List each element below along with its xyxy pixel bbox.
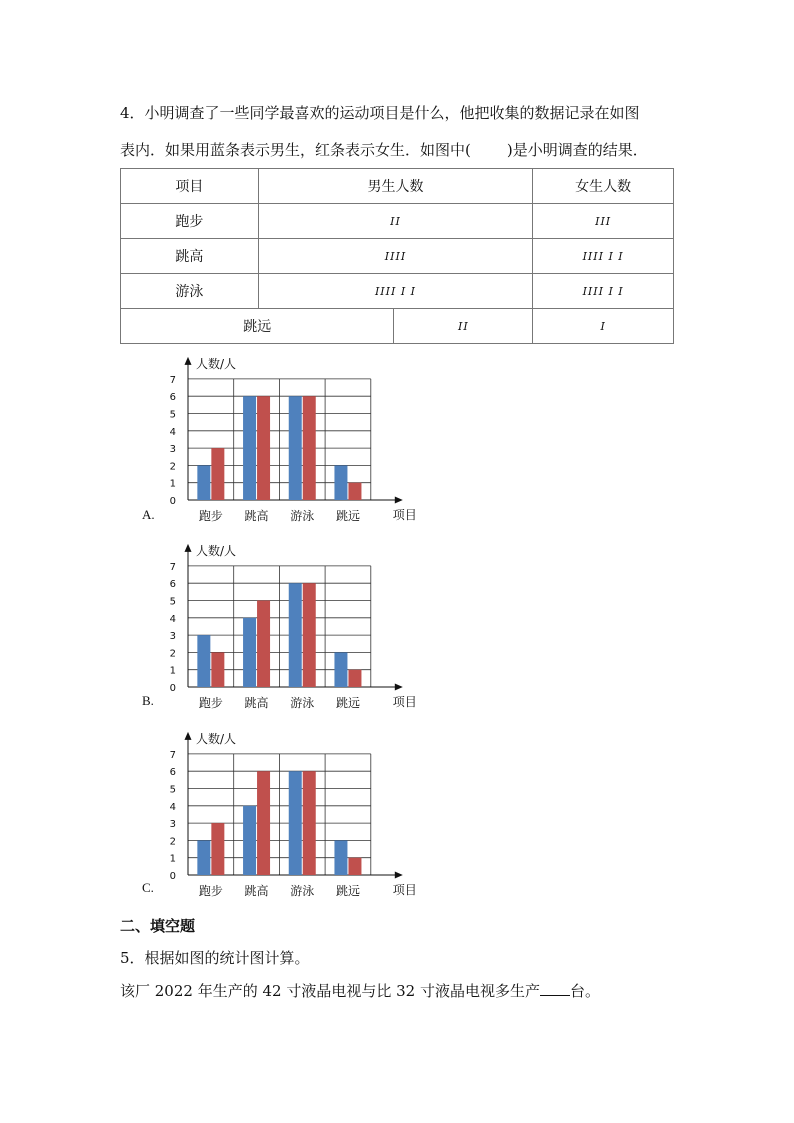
x-tick-label: 游泳	[290, 509, 315, 523]
girls-bar	[348, 670, 361, 687]
y-tick-label: 3	[169, 444, 176, 456]
y-axis-arrow-icon	[185, 357, 192, 365]
y-tick-label: 7	[169, 749, 176, 761]
girls-bar	[303, 396, 316, 500]
boys-tally: 𝐼𝐼𝐼𝐼	[258, 239, 532, 274]
table-row	[121, 204, 674, 239]
x-axis-arrow-icon	[395, 872, 403, 879]
girls-tally: 𝐼𝐼𝐼	[533, 204, 674, 239]
y-tick-label: 0	[169, 496, 176, 507]
boys-bar	[197, 840, 210, 875]
x-tick-label: 跳远	[335, 696, 360, 710]
boys-bar	[243, 806, 256, 875]
y-tick-label: 2	[169, 648, 176, 660]
x-tick-label: 游泳	[290, 696, 315, 710]
y-tick-label: 6	[169, 579, 176, 591]
y-tick-label: 6	[169, 392, 176, 404]
girls-bar	[211, 652, 224, 687]
x-axis-arrow-icon	[395, 497, 403, 504]
question-4-line-2	[120, 139, 648, 160]
y-axis-label: 人数/人	[196, 356, 237, 371]
girls-bar	[257, 771, 270, 875]
y-axis-arrow-icon	[185, 732, 192, 740]
option-b-chart	[160, 542, 420, 712]
option-a-chart	[160, 355, 420, 525]
x-tick-label: 跑步	[198, 509, 223, 523]
girls-bar	[303, 583, 316, 687]
y-tick-label: 3	[169, 819, 176, 831]
section-title: 二、填空题	[120, 917, 196, 935]
question-5-line-2	[120, 980, 600, 1001]
table-row	[121, 309, 674, 344]
y-tick-label: 5	[169, 409, 176, 421]
x-tick-label: 跑步	[198, 696, 223, 710]
y-tick-label: 1	[169, 478, 176, 490]
question-5-line-2-after: 台。	[569, 982, 600, 1000]
girls-bar	[257, 601, 270, 688]
boys-tally: 𝐼𝐼	[394, 309, 533, 344]
x-axis-label: 项目	[392, 508, 417, 522]
girls-bar	[348, 483, 361, 500]
table-header-row	[121, 169, 674, 204]
y-tick-label: 0	[169, 683, 176, 694]
x-tick-label: 跳高	[244, 696, 269, 710]
x-tick-label: 游泳	[290, 884, 315, 898]
boys-bar	[289, 771, 302, 875]
y-tick-label: 1	[169, 665, 176, 677]
option-a-label[interactable]: A.	[142, 507, 155, 522]
girls-tally: 𝐼𝐼𝐼𝐼 𝐼 𝐼	[533, 239, 674, 274]
y-tick-label: 7	[169, 374, 176, 386]
y-tick-label: 4	[169, 426, 176, 438]
header-boys: 男生人数	[258, 169, 532, 204]
x-axis-label: 项目	[392, 883, 417, 897]
boys-bar	[243, 618, 256, 687]
row-item: 跑步	[121, 204, 259, 239]
y-tick-label: 6	[169, 767, 176, 779]
x-axis-label: 项目	[392, 695, 417, 709]
girls-tally: 𝐼	[533, 309, 674, 344]
y-tick-label: 0	[169, 871, 176, 882]
y-tick-label: 7	[169, 561, 176, 573]
y-tick-label: 5	[169, 784, 176, 796]
question-4-line-2-after: )是小明调查的结果．	[506, 141, 648, 159]
header-girls: 女生人数	[533, 169, 674, 204]
x-tick-label: 跳远	[335, 884, 360, 898]
boys-tally: 𝐼𝐼𝐼𝐼 𝐼 𝐼	[258, 274, 532, 309]
question-4-line-2-before: 表内．如果用蓝条表示男生，红条表示女生．如图中(	[120, 141, 471, 159]
y-tick-label: 1	[169, 853, 176, 865]
y-axis-label: 人数/人	[196, 731, 237, 746]
boys-bar	[289, 583, 302, 687]
girls-bar	[211, 448, 224, 500]
answer-blank[interactable]	[540, 981, 570, 996]
boys-bar	[334, 465, 347, 500]
y-tick-label: 2	[169, 836, 176, 848]
x-tick-label: 跳高	[244, 884, 269, 898]
x-tick-label: 跳高	[244, 509, 269, 523]
row-item: 跳远	[121, 309, 394, 344]
girls-bar	[348, 858, 361, 875]
x-axis-arrow-icon	[395, 684, 403, 691]
x-tick-label: 跳远	[335, 509, 360, 523]
y-tick-label: 4	[169, 613, 176, 625]
y-axis-label: 人数/人	[196, 543, 237, 558]
boys-bar	[334, 652, 347, 687]
boys-bar	[243, 396, 256, 500]
question-4-line-1: 4．小明调查了一些同学最喜欢的运动项目是什么，他把收集的数据记录在如图	[120, 104, 640, 122]
boys-bar	[197, 635, 210, 687]
option-c-label[interactable]: C.	[142, 880, 154, 895]
option-c-chart	[160, 730, 420, 900]
boys-bar	[334, 840, 347, 875]
row-item: 游泳	[121, 274, 259, 309]
girls-bar	[303, 771, 316, 875]
y-tick-label: 4	[169, 801, 176, 813]
y-tick-label: 5	[169, 596, 176, 608]
question-5-line-1: 5．根据如图的统计图计算。	[120, 949, 310, 967]
girls-tally: 𝐼𝐼𝐼𝐼 𝐼 𝐼	[533, 274, 674, 309]
girls-bar	[257, 396, 270, 500]
boys-bar	[289, 396, 302, 500]
boys-tally: 𝐼𝐼	[258, 204, 532, 239]
table-row	[121, 239, 674, 274]
header-item: 项目	[121, 169, 259, 204]
table-row	[121, 274, 674, 309]
y-tick-label: 2	[169, 461, 176, 473]
x-tick-label: 跑步	[198, 884, 223, 898]
boys-bar	[197, 465, 210, 500]
tally-table	[120, 168, 674, 344]
y-tick-label: 3	[169, 631, 176, 643]
option-b-label[interactable]: B.	[142, 693, 154, 708]
y-axis-arrow-icon	[185, 544, 192, 552]
girls-bar	[211, 823, 224, 875]
row-item: 跳高	[121, 239, 259, 274]
question-5-line-2-before: 该厂 2022 年生产的 42 寸液晶电视与比 32 寸液晶电视多生产	[120, 982, 540, 1000]
